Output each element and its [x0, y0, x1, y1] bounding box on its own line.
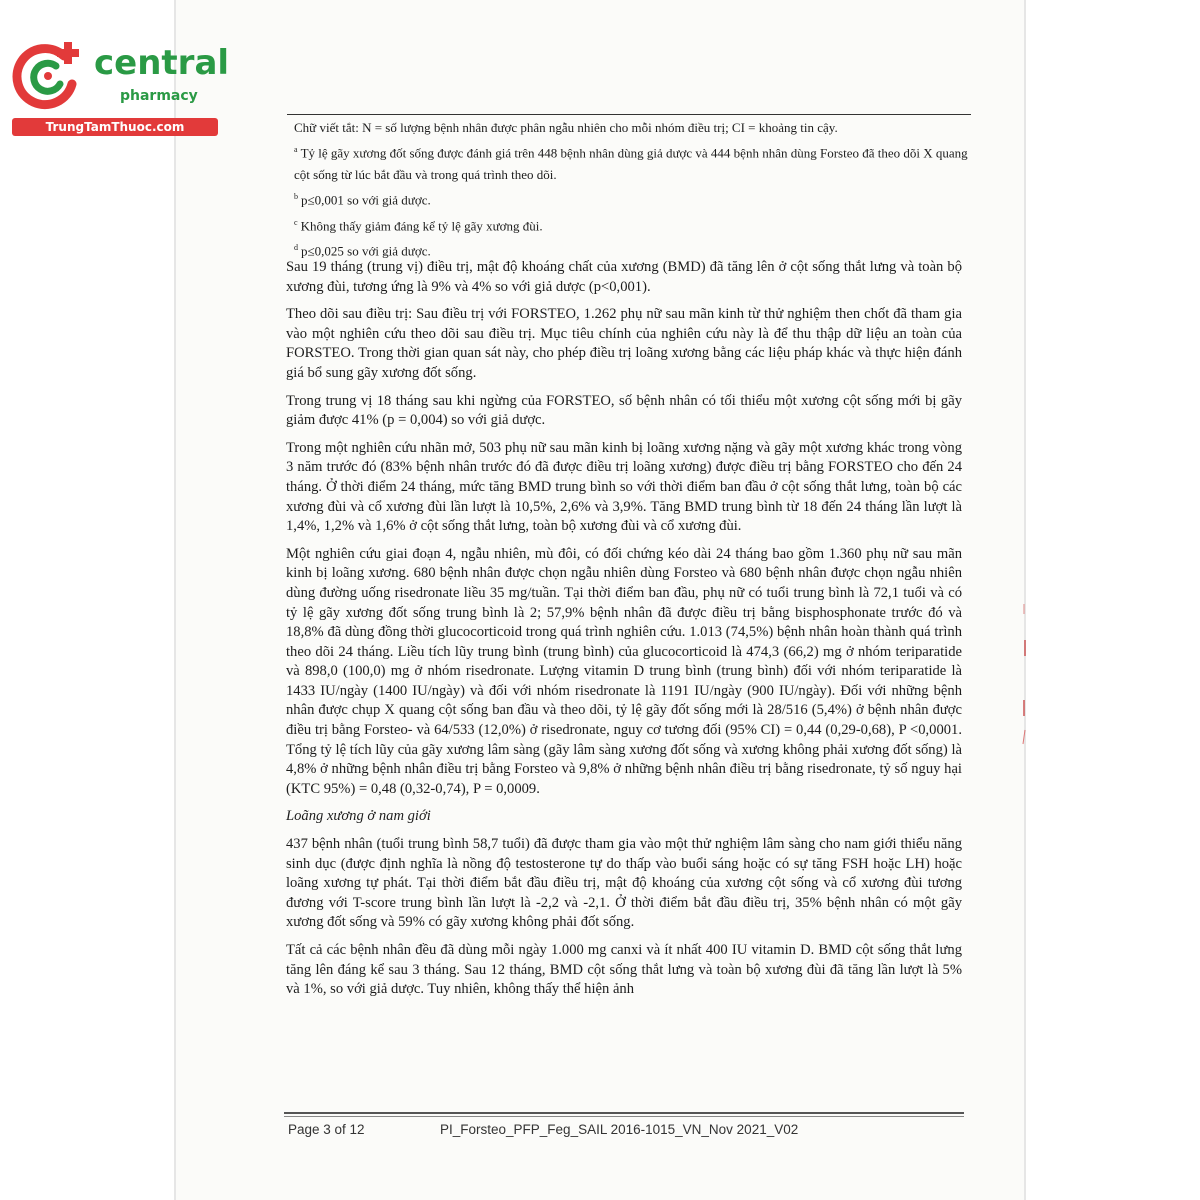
paragraph-median-18-months: Trong trung vị 18 tháng sau khi ngừng của FORSTEO, số bệnh nhân có tối thiểu một xương cột sống mới bị gãy giảm được 41% (p = 0,004) so với giả dược. [286, 392, 962, 429]
footnote-text: Không thấy giảm đáng kể tỷ lệ gãy xương đùi. [300, 217, 543, 233]
paragraph-follow-up: Theo dõi sau điều trị: Sau điều trị với FORSTEO, 1.262 phụ nữ sau mãn kinh từ thử nghiệm then chốt đã tham gia vào một nghiên cứu theo dõi sau điều trị. Mục tiêu chính của nghiên cứu này là để thu thập dữ liệu an toàn của FORSTEO. Trong thời gian quan sát này, cho phép điều trị loãng xương bằng các liệu pháp khác và thực hiện đánh giá bổ sung gãy xương đốt sống. [286, 306, 962, 381]
footnote-marker: b [294, 192, 298, 202]
footnote-marker: d [294, 242, 298, 252]
logo-subtitle: pharmacy [120, 88, 198, 104]
pharmacy-cross-icon [12, 40, 84, 112]
margin-marks [1018, 600, 1032, 760]
paragraph-phase4-study: Một nghiên cứu giai đoạn 4, ngẫu nhiên, mù đôi, có đối chứng kéo dài 24 tháng bao gồm 1.360 phụ nữ sau mãn kinh bị loãng xương. 680 bệnh nhân được chọn ngẫu nhiên dùng Forsteo và 680 bệnh nhân được chọn ngẫu nhiên dùng đường uống risedronate liều 35 mg/tuần. Tại thời điểm ban đầu, phụ nữ có tuổi trung bình là 72,1 tuổi và có tỷ lệ gãy xương đốt sống trung bình là 2; 57,9% bệnh nhân đã được điều trị bằng bisphosphonate trước đó và 18,8% đã dùng đồng thời glucocorticoid trong quá trình nghiên cứu. 1.013 (74,5%) bệnh nhân hoàn thành quá trình theo dõi 24 tháng. Liều tích lũy trung bình (trung bình) của glucocorticoid là 474,3 (66,2) mg ở nhóm teriparatide và 898,0 (100,0) mg ở nhóm risedronate. Lượng vitamin D trung bình (trung bình) đối với nhóm teriparatide là 1433 IU/ngày (1400 IU/ngày) và đối với nhóm risedronate là 1191 IU/ngày (900 IU/ngày). Đối với những bệnh nhân được chụp X quang cột sống ban đầu và theo dõi, tỷ lệ gãy đốt sống mới là 28/516 (5,4%) ở bệnh nhân được điều trị bằng Forsteo- và 64/533 (12,0%) ở risedronate, nguy cơ tương đối (95% CI) = 0,44 (0,29-0,68), P <0,0001. Tổng tỷ lệ tích lũy của gãy xương lâm sàng (gãy lâm sàng xương đốt sống và xương không phải xương đốt sống) là 4,8% ở những bệnh nhân điều trị bằng Forsteo và 9,8% ở những bệnh nhân điều trị bằng risedronate, tỷ số nguy hại (KTC 95%) = 0,48 (0,32-0,74), P = 0,0009. [286, 545, 962, 797]
document-id: PI_Forsteo_PFP_Feg_SAIL 2016-1015_VN_Nov 2021_V02 [440, 1122, 799, 1137]
body-text [286, 258, 962, 1008]
footnote-abbreviations: Chữ viết tắt: N = số lượng bệnh nhân được phân ngẫu nhiên cho mỗi nhóm điều trị; CI = khoảng tin cậy. [294, 120, 838, 135]
footnote-divider [287, 114, 971, 115]
table-footnotes [294, 117, 974, 262]
footnote-text: Tỷ lệ gãy xương đốt sống được đánh giá trên 448 bệnh nhân dùng giả dược và 444 bệnh nhân dùng Forsteo đã theo dõi X quang cột sống từ lúc bắt đầu và trong quá trình theo dõi. [294, 145, 968, 183]
footnote-marker: c [294, 217, 298, 227]
logo-site-url: TrungTamThuoc.com [12, 118, 218, 136]
footnote-text: p≤0,001 so với giả dược. [301, 192, 431, 208]
footnote-marker: a [294, 145, 298, 154]
footnote-text: p≤0,025 so với giả dược. [301, 243, 431, 259]
section-heading-men: Loãng xương ở nam giới [286, 808, 431, 825]
footer-rule [284, 1112, 964, 1114]
page-number: Page 3 of 12 [288, 1122, 365, 1137]
paragraph-bmd-increase: Sau 19 tháng (trung vị) điều trị, mật độ khoáng chất của xương (BMD) đã tăng lên ở cột sống thắt lưng và toàn bộ xương đùi, tương ứng là 9% và 4% so với giả dược (p<0,001). [286, 259, 962, 295]
footer-rule-thin [284, 1116, 964, 1117]
paragraph-calcium-vitamin-d: Tất cả các bệnh nhân đều đã dùng mỗi ngày 1.000 mg canxi và ít nhất 400 IU vitamin D. BMD cột sống thắt lưng tăng lên đáng kể sau 3 tháng. Sau 12 tháng, BMD cột sống thắt lưng và toàn bộ xương đùi đã tăng lần lượt là 5% và 1%, so với giả dược. Tuy nhiên, không thấy thể hiện ảnh [286, 942, 962, 998]
footnote-b [294, 186, 974, 211]
footnote-a [294, 139, 974, 186]
logo-wordmark: central [94, 43, 230, 83]
footnote-c [294, 212, 974, 237]
central-pharmacy-logo[interactable] [8, 36, 230, 136]
paragraph-male-trial: 437 bệnh nhân (tuổi trung bình 58,7 tuổi) đã được tham gia vào một thử nghiệm lâm sàng cho nam giới thiểu năng sinh dục (được định nghĩa là nồng độ testosterone tự do thấp vào buổi sáng hoặc có sự tăng FSH hoặc LH) hoặc loãng xương tự phát. Tại thời điểm bắt đầu điều trị, mật độ khoáng của xương cột sống và cổ xương đùi tương đương với T-score trung bình lần lượt là -2,2 và -2,1. Ở thời điểm bắt đầu điều trị, 35% bệnh nhân có một gãy xương đốt sống và 59% có gãy xương không phải đốt sống. [286, 836, 962, 931]
paragraph-open-label-study: Trong một nghiên cứu nhãn mở, 503 phụ nữ sau mãn kinh bị loãng xương nặng và gãy một xương khác trong vòng 3 năm trước đó (83% bệnh nhân trước đó đã được điều trị loãng xương) được điều trị bằng FORSTEO cho đến 24 tháng. Ở thời điểm 24 tháng, mức tăng BMD trung bình so với thời điểm ban đầu ở cột sống thắt lưng, toàn bộ các xương đùi và cổ xương đùi lần lượt là 10,5%, 2,6% và 3,9%. Tăng BMD trung bình từ 18 đến 24 tháng lần lượt là 1,4%, 1,2% và 1,6% ở cột sống thắt lưng, toàn bộ xương đùi và cổ xương đùi. [286, 439, 962, 535]
